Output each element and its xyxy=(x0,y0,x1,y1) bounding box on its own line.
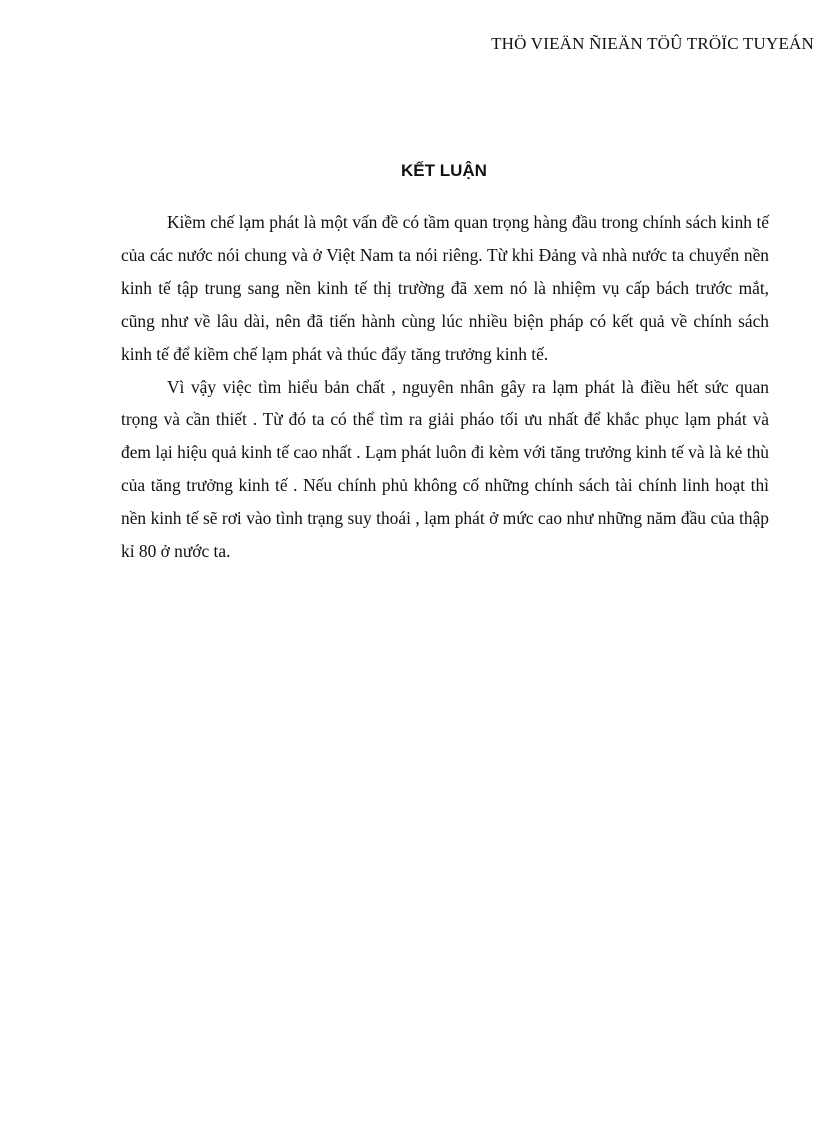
body-text xyxy=(121,206,769,568)
running-header: THÖ VIEÄN ÑIEÄN TÖÛ TRÖÏC TUYEÁN xyxy=(491,34,814,53)
paragraph-1: Kiềm chế lạm phát là một vấn đề có tầm quan trọng hàng đầu trong chính sách kinh tế của các nước nói chung và ở Việt Nam ta nói riêng. Từ khi Đảng và nhà nước ta chuyển nền kinh tế tập trung sang nền kinh tế thị trường đã xem nó là nhiệm vụ cấp bách trước mắt, cũng như về lâu dài, nên đã tiến hành cùng lúc nhiều biện pháp có kết quả về chính sách kinh tế để kiềm chế lạm phát và thúc đẩy tăng trưởng kinh tế. xyxy=(121,212,769,364)
paragraph-2: Vì vậy việc tìm hiểu bản chất , nguyên nhân gây ra lạm phát là điều hết sức quan trọng và cần thiết . Từ đó ta có thể tìm ra giải pháo tối ưu nhất để khắc phục lạm phát và đem lại hiệu quả kinh tế cao nhất . Lạm phát luôn đi kèm với tăng trưởng kinh tế và là kẻ thù của tăng trưởng kinh tế . Nếu chính phủ không cố những chính sách tài chính linh hoạt thì nền kinh tế sẽ rơi vào tình trạng suy thoái , lạm phát ở mức cao như những năm đầu của thập kỉ 80 ở nước ta. xyxy=(121,376,769,562)
page-title: KẾT LUẬN xyxy=(401,161,487,180)
